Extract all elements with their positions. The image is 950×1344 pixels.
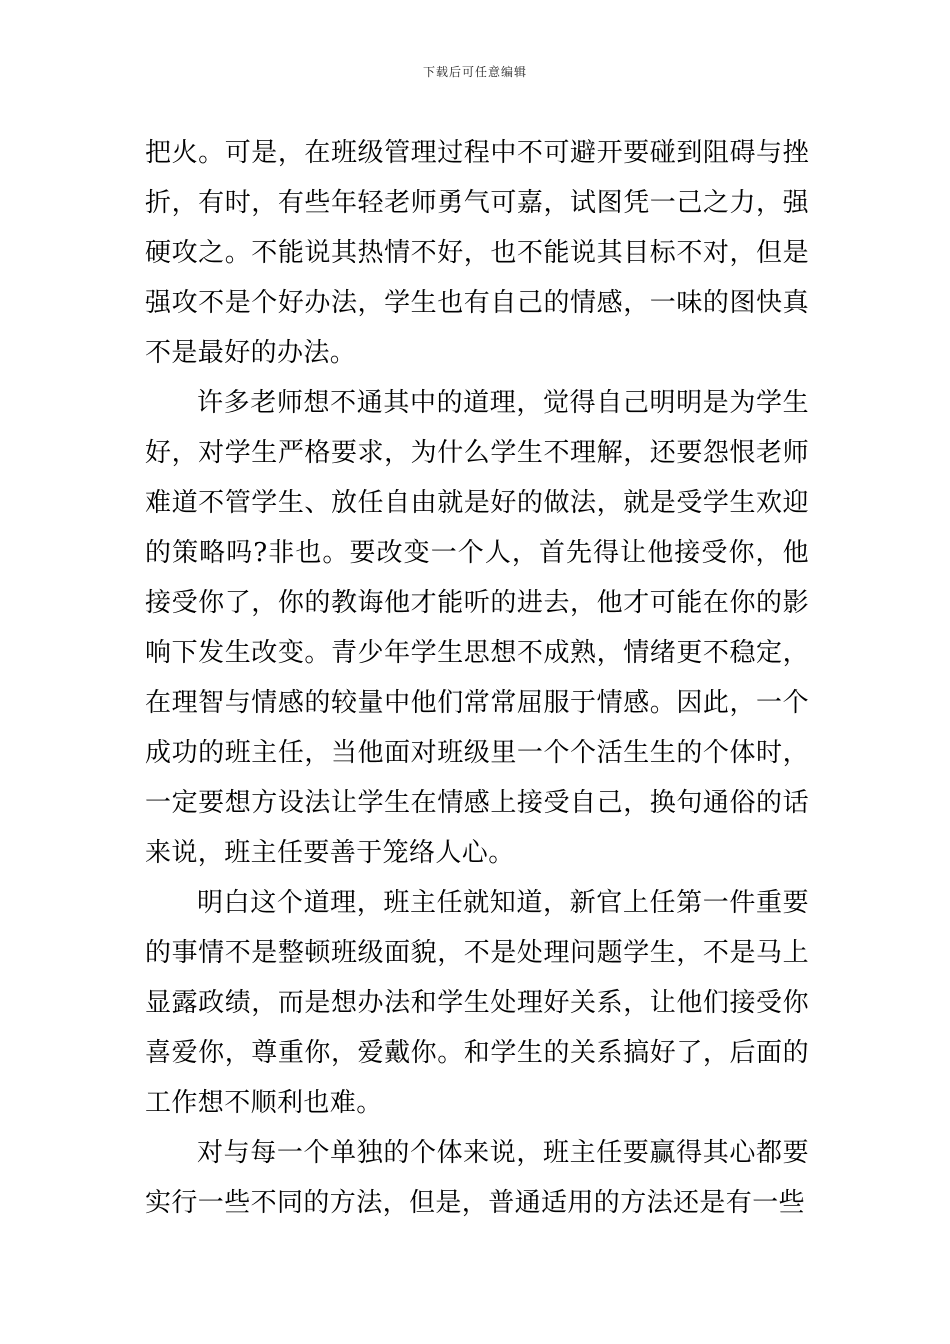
paragraph-4: 对与每一个单独的个体来说，班主任要赢得其心都要实行一些不同的方法，但是，普通适用的方法还是有一些 (145, 1138, 809, 1218)
page-header: 下载后可任意编辑 (422, 65, 527, 79)
document-body (145, 128, 809, 1228)
paragraph-1: 把火。可是，在班级管理过程中不可避开要碰到阻碍与挫折，有时，有些年轻老师勇气可嘉，试图凭一己之力，强硬攻之。不能说其热情不好，也不能说其目标不对，但是强攻不是个好办法，学生也有自己的情感，一味的图快真不是最好的办法。 (145, 138, 809, 368)
paragraph-3: 明白这个道理，班主任就知道，新官上任第一件重要的事情不是整顿班级面貌，不是处理问题学生，不是马上显露政绩，而是想办法和学生处理好关系，让他们接受你喜爱你，尊重你，爱戴你。和学生的关系搞好了，后面的工作想不顺利也难。 (145, 888, 809, 1118)
paragraph-2: 许多老师想不通其中的道理，觉得自己明明是为学生好，对学生严格要求，为什么学生不理解，还要怨恨老师难道不管学生、放任自由就是好的做法，就是受学生欢迎的策略吗?非也。要改变一个人，首先得让他接受你，他接受你了，你的教诲他才能听的进去，他才可能在你的影响下发生改变。青少年学生思想不成熟，情绪更不稳定，在理智与情感的较量中他们常常屈服于情感。因此，一个成功的班主任，当他面对班级里一个个活生生的个体时，一定要想方设法让学生在情感上接受自己，换句通俗的话来说，班主任要善于笼络人心。 (145, 388, 809, 868)
